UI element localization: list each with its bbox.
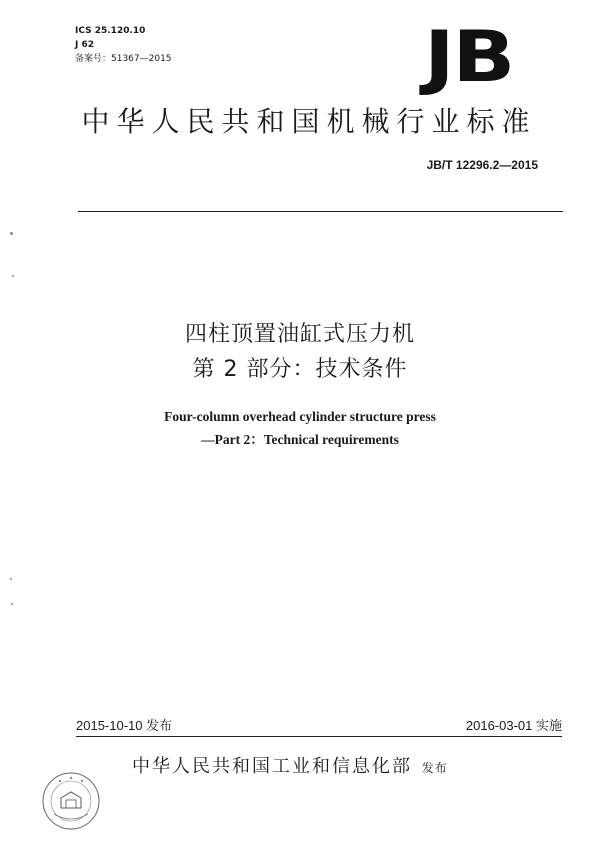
jb-logo: JB [424, 16, 513, 98]
issue-date: 2015-10-10 发布 [76, 718, 173, 733]
scan-speck [11, 603, 13, 605]
title-en-line2: —Part 2：Technical requirements [201, 432, 399, 447]
meta-block [75, 24, 172, 66]
scan-speck [10, 232, 13, 235]
effective-date: 2016-03-01 实施 [465, 718, 562, 733]
title-cn-line2: 第 2 部分：技术条件 [192, 357, 408, 382]
scan-speck [12, 275, 14, 277]
scan-speck [10, 578, 12, 580]
title-en-line1: Four-column overhead cylinder structure press [164, 409, 436, 424]
issuer-suffix: 发布 [421, 761, 448, 775]
standard-organization-title: 中华人民共和国机械行业标准 [81, 105, 537, 138]
bottom-divider [76, 736, 562, 737]
classification-code: J 62 [75, 40, 95, 50]
issuer-name: 中华人民共和国工业和信息化部 [132, 756, 412, 777]
top-divider [78, 211, 563, 212]
issuer-line [132, 752, 448, 778]
seal-stamp-icon [40, 770, 102, 832]
title-cn-line1: 四柱顶置油缸式压力机 [184, 322, 415, 347]
standard-number: JB/T 12296.2—2015 [426, 158, 538, 172]
record-number: 备案号：51367—2015 [75, 54, 172, 64]
ics-code: ICS 25.120.10 [75, 26, 146, 36]
